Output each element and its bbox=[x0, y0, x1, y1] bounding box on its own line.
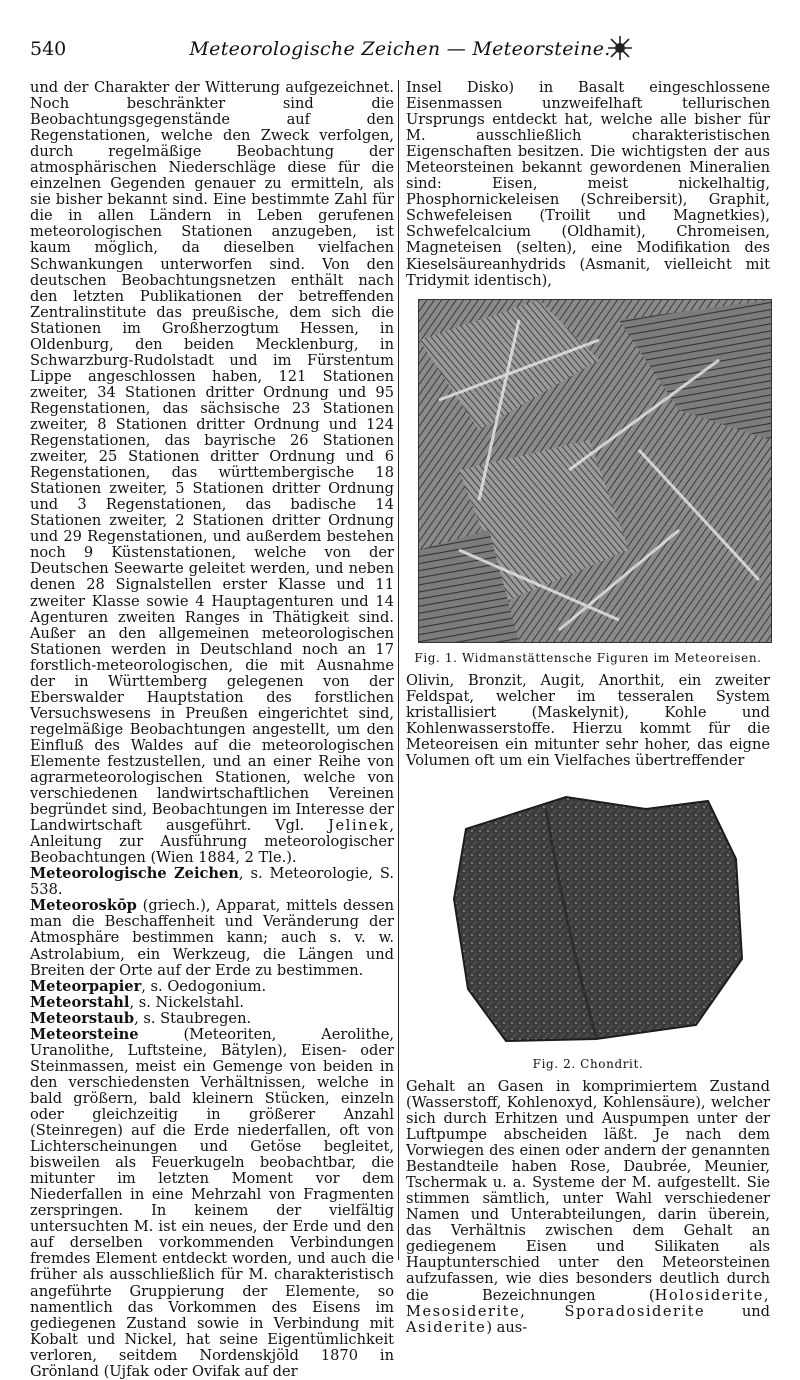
figure-1-caption: Fig. 1. Widmanstättensche Figuren im Meteoreisen. bbox=[414, 650, 762, 665]
entry-headword: Meteorologische Zeichen bbox=[30, 865, 239, 883]
intro-text: und der Charakter der Witterung aufgezeichnet. Noch beschränkter sind die Beobachtungsgegenstände auf den Regenstationen, welche den Zweck verfolgen, durch regelmäßige Beobachtung der atmosphärischen Niederschläge diese für die einzelnen Gegenden genauer zu ermitteln, als sie bisher bekannt sind. Eine bestimmte Zahl für die in allen Ländern in Leben gerufenen meteorologischen Stationen anzugeben, ist kaum möglich, da dieselben vielfachen Schwankungen unterworfen sind. Von den deutschen Beobachtungsnetzen enthält nach den letzten Publikationen der betreffenden Zentralinstitute das preußische, dem sich die Stationen im Großherzogtum Hessen, in Oldenburg, den beiden Mecklenburg, in Schwarzburg-Rudolstadt und im Fürstentum Lippe angeschlossen haben, 121 Stationen zweiter, 34 Stationen dritter Ordnung und 95 Regenstationen, das sächsische 23 Stationen zweiter, 8 Stationen dritter Ordnung und 124 Regenstationen, das bayrische 26 Stationen zweiter, 25 Stationen dritter Ordnung und 6 Regenstationen, das württembergische 18 Stationen zweiter, 5 Stationen dritter Ordnung und 3 Regenstationen, das badische 14 Stationen zweiter, 2 Stationen dritter Ordnung und 29 Regenstationen, und außerdem bestehen noch 9 Küstenstationen, welche von der Deutschen Seewarte geleitet werden, und neben denen 28 Signalstellen erster Klasse und 11 zweiter Klasse sowie 4 Hauptagenturen und 14 Agenturen zweiten Ranges in Thätigkeit sind. Außer an den allgemeinen meteorologischen Stationen werden in Deutschland noch an 17 forstlich-meteorologischen, die mit Ausnahme der in Württemberg gelegenen von der Eberswalder Hauptstation des forstlichen Versuchswesens in Preußen eingerichtet sind, regelmäßige Beobachtungen angestellt, um den Einfluß des Waldes auf die meteorologischen Elemente festzustellen, und an einer Reihe von agrarmeteorologischen Stationen, welche von verschiedenen landwirtschaftlichen Vereinen begründet sind, Beobachtungen im Interesse der Landwirtschaft ausgeführt. Vgl. bbox=[30, 79, 394, 835]
right-paragraph-1: Insel Disko) in Basalt eingeschlossene Eisenmassen unzweifelhaft tellurischen Ursprungs entdeckt hat, welche alle bisher für M. ausschließlich charakteristischen Eigenschaften besitzen. Die wichtigsten der aus Meteorsteinen bekannt gewordenen Mineralien sind: Eisen, meist nickelhaltig, Phosphornickeleisen (Schreibersit), Graphit, Schwefeleisen (Troilit und Magnetkies), Schwefelcalcium (Oldhamit), Chromeisen, Magneteisen (selten), eine Modifikation des Kieselsäureanhydrids (Asmanit, vielleicht mit Tridymit identisch), bbox=[406, 79, 770, 289]
entry-body: , s. Meteorologie, S. 538. bbox=[30, 865, 394, 899]
entry-headword: Meteorstahl bbox=[30, 993, 130, 1011]
entry-body: (griech.), Apparat, mittels dessen man die Beschaffenheit und Veränderung der Atmosphäre bestimmen kann; auch s. v. w. Astrolabium, ein Werkzeug, die Längen und Breiten der Orte auf der Erde zu bestimmen. bbox=[30, 897, 394, 979]
para3-terms: Holosiderite, Mesosiderite, Sporadosiderite bbox=[406, 1286, 770, 1320]
entry-headword: Meteorsteine bbox=[30, 1025, 139, 1043]
column-divider bbox=[398, 80, 399, 1260]
para3-term-asiderite: Asiderite bbox=[406, 1318, 487, 1336]
right-paragraph-2: Olivin, Bronzit, Augit, Anorthit, ein zweiter Feldspat, welcher im tesseralen System kristallisiert (Maskelynit), Kohle und Kohlenwasserstoffe. Hierzu kommt für die Meteoreisen ein mitunter sehr hoher, das eigne Volumen oft um ein Vielfaches übertreffender bbox=[406, 671, 770, 769]
entry-meteorstaub bbox=[30, 1011, 394, 1027]
running-title: Meteorologische Zeichen — Meteorsteine. bbox=[189, 38, 611, 60]
intro-paragraph bbox=[30, 80, 394, 866]
intro-tail: , Anleitung zur Ausführung meteorologischer Beobachtungen (Wien 1884, 2 Tle.). bbox=[30, 817, 395, 867]
entry-body: , s. Staubregen. bbox=[134, 1009, 252, 1027]
entry-meteoroskop bbox=[30, 898, 394, 978]
entry-headword: Meteorpapier bbox=[30, 977, 142, 995]
para3-text: Gehalt an Gasen in komprimiertem Zustand (Wasserstoff, Kohlenoxyd, Kohlensäure), welcher sich durch Erhitzen und Auspumpen unter der Luftpumpe abscheiden läßt. Je nach dem Vorwiegen des einen oder andern der genannten Bestandteile haben Rose, Daubrée, Meunier, Tschermak u. a. Systeme der M. aufgestellt. Sie stimmen sämtlich, unter Wahl verschiedener Namen und Unterabteilungen, darin überein, das Verhältnis zwischen dem Gehalt an gediegenem Eisen und Silikaten als Hauptunterschied unter den Meteorsteinen aufzufassen, wie dies besonders deutlich durch die Bezeichnungen ( bbox=[406, 1077, 770, 1304]
page-header bbox=[30, 38, 770, 64]
intro-author: Jelinek bbox=[328, 817, 390, 835]
page-number: 540 bbox=[30, 38, 67, 60]
para3-mid: und bbox=[705, 1302, 770, 1320]
figure-2-caption: Fig. 2. Chondrit. bbox=[532, 1056, 644, 1071]
entry-meteorstahl bbox=[30, 995, 394, 1011]
entry-body: (Meteoriten, Aerolithe, Uranolithe, Luftsteine, Bätylen), Eisen- oder Steinmassen, meist ein Gemenge von beiden in den verschiedensten Verhältnissen, welche in bald größern, bald kleinern Stücken, einzeln oder gleichzeitig in größerer Anzahl (Steinregen) auf die Erde niederfallen, oft von Lichterscheinungen und Getöse begleitet, bisweilen als Feuerkugeln beobachtbar, die mitunter im letzten Moment vor dem Niederfallen in eine Mehrzahl von Fragmenten zerspringen. In keinem der vielfältig untersuchten M. ist ein neues, der Erde und den auf derselben vorkommenden Verbindungen fremdes Element entdeckt worden, und auch die früher als ausschließlich für M. charakteristisch angeführte Gruppierung der Elemente, so namentlich das Vorkommen des Eisens im gediegenen Zustand sowie in Verbindung mit Kobalt und Nickel, hat seine Eigentümlichkeit verloren, seitdem Nordenskjöld 1870 in Grönland (Ujfak oder Ovifak auf der bbox=[30, 1025, 394, 1380]
widmanstaetten-figure-image bbox=[418, 299, 772, 643]
entry-meteorpapier bbox=[30, 979, 394, 995]
chondrite-stone-image bbox=[446, 789, 746, 1049]
entry-meteorsteine bbox=[30, 1027, 394, 1380]
right-paragraph-3 bbox=[406, 1079, 770, 1336]
para3-end: ) aus- bbox=[486, 1318, 528, 1336]
entry-headword: Meteoroskōp bbox=[30, 897, 137, 915]
entry-meteorologische-zeichen bbox=[30, 866, 394, 898]
figure-2 bbox=[406, 769, 770, 1071]
entry-headword: Meteorstaub bbox=[30, 1009, 135, 1027]
meteor-ornament-icon bbox=[606, 34, 634, 62]
entry-body: , s. Oedogonium. bbox=[141, 977, 267, 995]
right-column bbox=[406, 80, 770, 1336]
left-column bbox=[30, 80, 394, 1380]
figure-1 bbox=[406, 289, 770, 665]
entry-body: , s. Nickelstahl. bbox=[129, 993, 245, 1011]
